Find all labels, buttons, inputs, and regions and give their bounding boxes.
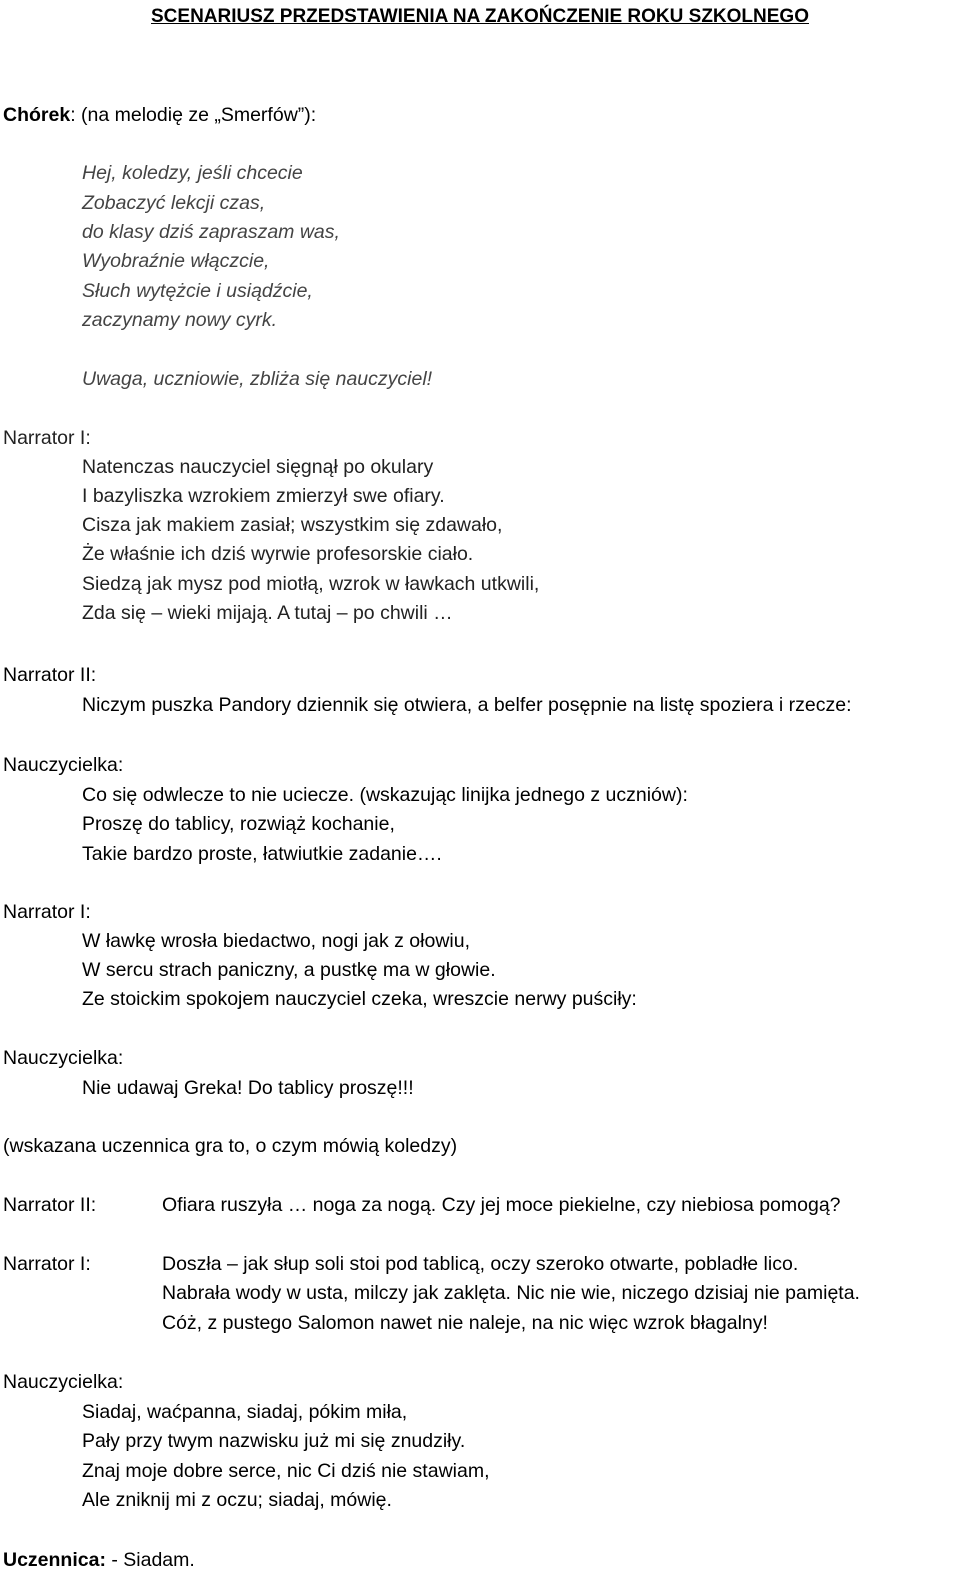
dialogue-line: Cisza jak makiem zasiał; wszystkim się zdawało, bbox=[82, 514, 503, 536]
speaker-label: Nauczycielka: bbox=[3, 754, 124, 776]
dialogue-line: Niczym puszka Pandory dziennik się otwiera, a belfer posępnie na listę spoziera i rzecze: bbox=[82, 694, 852, 716]
dialogue-line: Nie udawaj Greka! Do tablicy proszę!!! bbox=[82, 1077, 414, 1099]
dialogue-line: W ławkę wrosła biedactwo, nogi jak z ołowiu, bbox=[82, 930, 471, 952]
dialogue-line: Nabrała wody w usta, milczy jak zaklęta. Nic nie wie, niczego dzisiaj nie pamięta. bbox=[162, 1282, 860, 1304]
speaker-label: Narrator I: bbox=[3, 1253, 91, 1275]
dialogue-line: Doszła – jak słup soli stoi pod tablicą, oczy szeroko otwarte, pobladłe lico. bbox=[162, 1253, 799, 1275]
song-line: Hej, koledzy, jeśli chcecie bbox=[82, 162, 303, 184]
chorek-intro bbox=[3, 100, 316, 130]
dialogue-line: Zda się – wieki mijają. A tutaj – po chwili … bbox=[82, 602, 453, 624]
song-line: do klasy dziś zapraszam was, bbox=[82, 221, 340, 243]
document-title: SCENARIUSZ PRZEDSTAWIENIA NA ZAKOŃCZENIE ROKU SZKOLNEGO bbox=[151, 6, 809, 27]
dialogue-line: Znaj moje dobre serce, nic Ci dziś nie stawiam, bbox=[82, 1460, 490, 1482]
dialogue-line: Ale zniknij mi z oczu; siadaj, mówię. bbox=[82, 1489, 392, 1511]
song-line: Wyobraźnie włączcie, bbox=[82, 250, 270, 272]
speaker-label: Narrator II: bbox=[3, 664, 97, 686]
speaker-label: Narrator I: bbox=[3, 427, 91, 449]
dialogue-line: Takie bardzo proste, łatwiutkie zadanie…. bbox=[82, 843, 442, 865]
song-line: zaczynamy nowy cyrk. bbox=[82, 309, 278, 331]
song-line: Zobaczyć lekcji czas, bbox=[82, 192, 266, 214]
uczennica-line bbox=[3, 1545, 195, 1575]
dialogue-line: Cóż, z pustego Salomon nawet nie naleje, na nic więc wzrok błagalny! bbox=[162, 1312, 768, 1334]
speaker-label: Nauczycielka: bbox=[3, 1371, 124, 1393]
dialogue-line: Pały przy twym nazwisku już mi się znudziły. bbox=[82, 1430, 466, 1452]
dialogue-line: Siadaj, waćpanna, siadaj, pókim miła, bbox=[82, 1401, 408, 1423]
dialogue-line: I bazyliszka wzrokiem zmierzył swe ofiary. bbox=[82, 485, 445, 507]
song-line: Słuch wytężcie i usiądźcie, bbox=[82, 280, 313, 302]
dialogue-line: Proszę do tablicy, rozwiąż kochanie, bbox=[82, 813, 395, 835]
speaker-label: Narrator II: bbox=[3, 1194, 97, 1216]
dialogue-line: - Siadam. bbox=[105, 1549, 195, 1571]
chorek-intro-text: : (na melodię ze „Smerfów”): bbox=[70, 104, 317, 126]
chorek-label: Chórek bbox=[3, 104, 71, 126]
dialogue-line: Że właśnie ich dziś wyrwie profesorskie ciało. bbox=[82, 543, 474, 565]
dialogue-line: Ze stoickim spokojem nauczyciel czeka, wreszcie nerwy puściły: bbox=[82, 988, 637, 1010]
speaker-label: Narrator I: bbox=[3, 901, 91, 923]
dialogue-line: Ofiara ruszyła … noga za nogą. Czy jej moce piekielne, czy niebiosa pomogą? bbox=[162, 1194, 841, 1216]
stage-direction: (wskazana uczennica gra to, o czym mówią koledzy) bbox=[3, 1135, 458, 1157]
dialogue-line: Co się odwlecze to nie uciecze. (wskazując linijka jednego z uczniów): bbox=[82, 784, 688, 806]
speaker-label: Uczennica: bbox=[3, 1549, 106, 1571]
song-warning: Uwaga, uczniowie, zbliża się nauczyciel! bbox=[82, 368, 433, 390]
dialogue-line: Natenczas nauczyciel sięgnął po okulary bbox=[82, 456, 434, 478]
dialogue-line: Siedzą jak mysz pod miotłą, wzrok w ławkach utkwili, bbox=[82, 573, 540, 595]
dialogue-line: W sercu strach paniczny, a pustkę ma w głowie. bbox=[82, 959, 496, 981]
speaker-label: Nauczycielka: bbox=[3, 1047, 124, 1069]
